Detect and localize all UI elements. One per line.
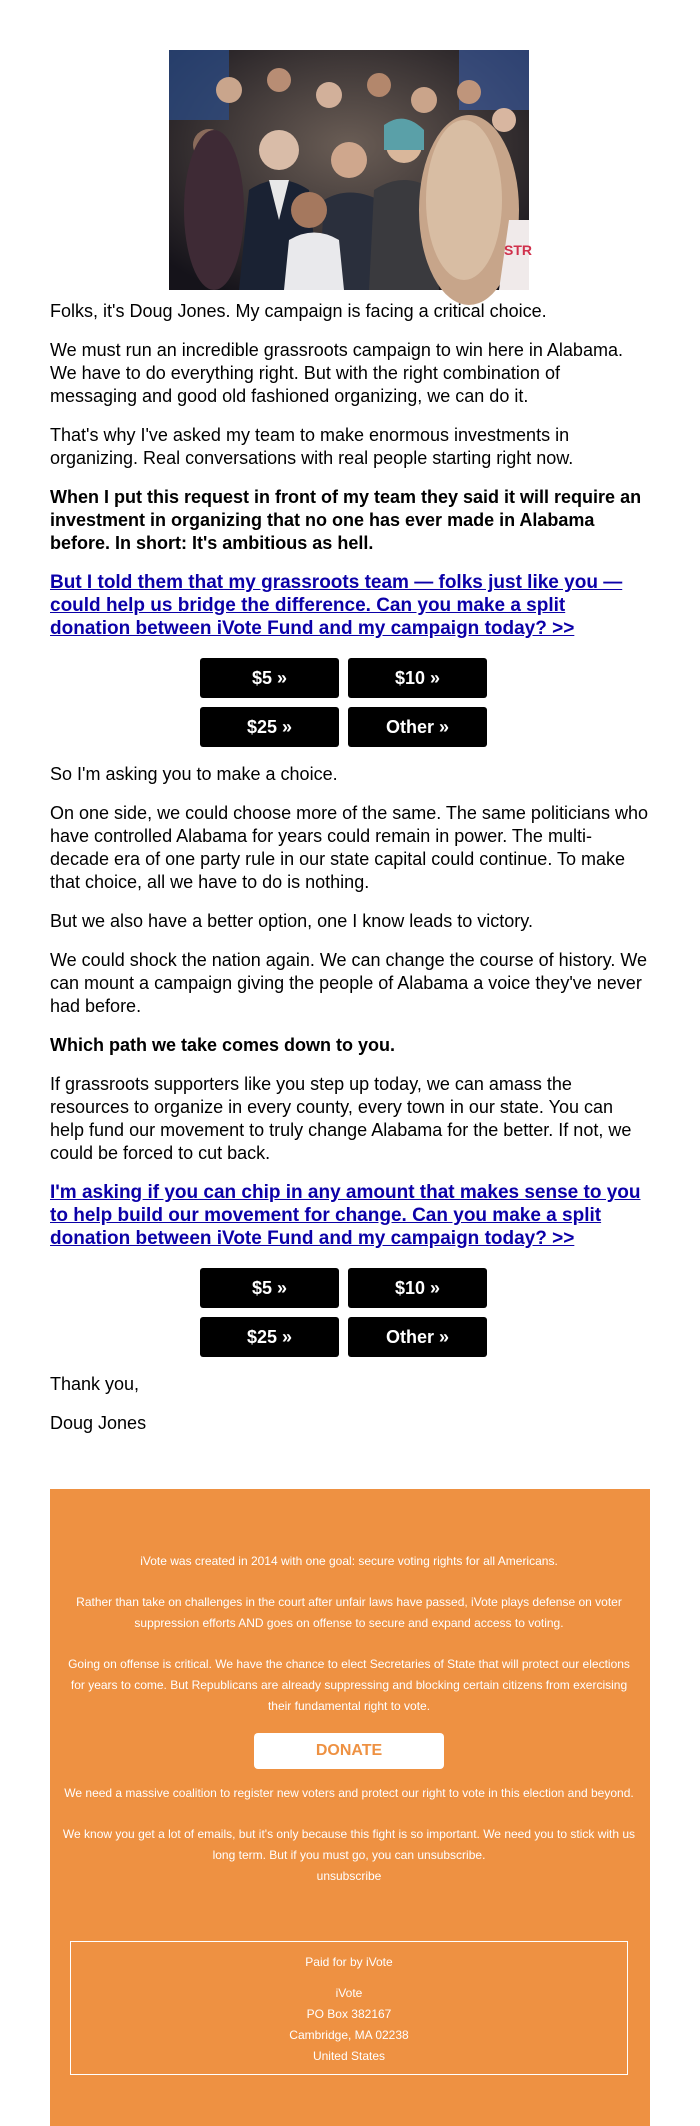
donate-5-button[interactable]: $5 » — [200, 658, 339, 698]
donate-other-button[interactable]: Other » — [348, 707, 487, 747]
intro-paragraph: Folks, it's Doug Jones. My campaign is facing a critical choice. — [50, 301, 547, 321]
footer-donate-button[interactable]: DONATE — [254, 1733, 444, 1769]
bold-paragraph: Which path we take comes down to you. — [50, 1035, 396, 1055]
donate-other-button[interactable]: Other » — [348, 1317, 487, 1357]
crowd-photo-image — [169, 50, 532, 290]
svg-text:STR: STR — [504, 242, 532, 258]
donation-buttons-1 — [200, 658, 500, 747]
donate-5-button[interactable]: $5 » — [200, 1268, 339, 1308]
body-paragraph: But we also have a better option, one I know leads to victory. — [50, 911, 533, 931]
body-paragraph: So I'm asking you to make a choice. — [50, 764, 338, 784]
footer-text: Rather than take on challenges in the court after unfair laws have passed, iVote plays defense on voter suppression efforts AND goes on offense to secure and expand access to voting. — [76, 1595, 622, 1630]
email-body — [50, 300, 650, 1451]
signature: Doug Jones — [50, 1413, 147, 1433]
bold-paragraph: When I put this request in front of my team they said it will require an investment in organizing that no one has ever made in Alabama before. In short: It's ambitious as hell. — [50, 487, 642, 553]
body-paragraph: We could shock the nation again. We can change the course of history. We can mount a campaign giving the people of Alabama a voice they've never had before. — [50, 950, 648, 1016]
intro-paragraph: We must run an incredible grassroots campaign to win here in Alabama. We have to do everything right. But with the right combination of messaging and good old fashioned organizing, we can do it. — [50, 340, 623, 406]
footer-text: We need a massive coalition to register new voters and protect our right to vote in this election and beyond. — [64, 1786, 634, 1800]
donate-25-button[interactable]: $25 » — [200, 1317, 339, 1357]
paid-for-box — [70, 1941, 628, 2075]
donation-link-2[interactable]: I'm asking if you can chip in any amount that makes sense to you to help build our movement for change. Can you make a split donation between iVote Fund and my campaign today? >> — [50, 1182, 641, 1249]
body-paragraph: On one side, we could choose more of the same. The same politicians who have controlled Alabama for years could remain in power. The multi-decade era of one party rule in our state capital could continue. To make that choice, all we have to do is nothing. — [50, 803, 648, 892]
address-line: iVote — [335, 1986, 363, 2000]
address-line: Cambridge, MA 02238 — [289, 2028, 409, 2042]
ivote-footer — [50, 1489, 650, 2126]
donate-25-button[interactable]: $25 » — [200, 707, 339, 747]
unsubscribe-link[interactable]: unsubscribe — [316, 1869, 382, 1883]
footer-text: Going on offense is critical. We have the chance to elect Secretaries of State that will protect our elections for years to come. But Republicans are already suppressing and blocking certain citizens from exercising their fundamental right to vote. — [68, 1657, 630, 1713]
paid-for-text: Paid for by iVote — [305, 1955, 393, 1969]
intro-paragraph: That's why I've asked my team to make enormous investments in organizing. Real conversations with real people starting right now. — [50, 425, 574, 468]
footer-text: iVote was created in 2014 with one goal: secure voting rights for all Americans. — [140, 1554, 558, 1568]
campaign-crowd-photo — [169, 50, 532, 290]
donate-10-button[interactable]: $10 » — [348, 658, 487, 698]
address-line: United States — [312, 2049, 386, 2063]
body-paragraph: If grassroots supporters like you step up today, we can amass the resources to organize in every county, every town in our state. You can help fund our movement to truly change Alabama for the better. If not, we could be forced to cut back. — [50, 1074, 632, 1163]
donation-link-1[interactable]: But I told them that my grassroots team — folks just like you — could help us bridge the difference. Can you make a split donation between iVote Fund and my campaign today? >> — [50, 572, 623, 639]
footer-text: We know you get a lot of emails, but it's only because this fight is so important. We need you to stick with us long term. But if you must go, you can unsubscribe. — [62, 1827, 636, 1862]
donation-buttons-2 — [200, 1268, 500, 1357]
closing-thanks: Thank you, — [50, 1374, 140, 1394]
address-line: PO Box 382167 — [306, 2007, 392, 2021]
donate-10-button[interactable]: $10 » — [348, 1268, 487, 1308]
